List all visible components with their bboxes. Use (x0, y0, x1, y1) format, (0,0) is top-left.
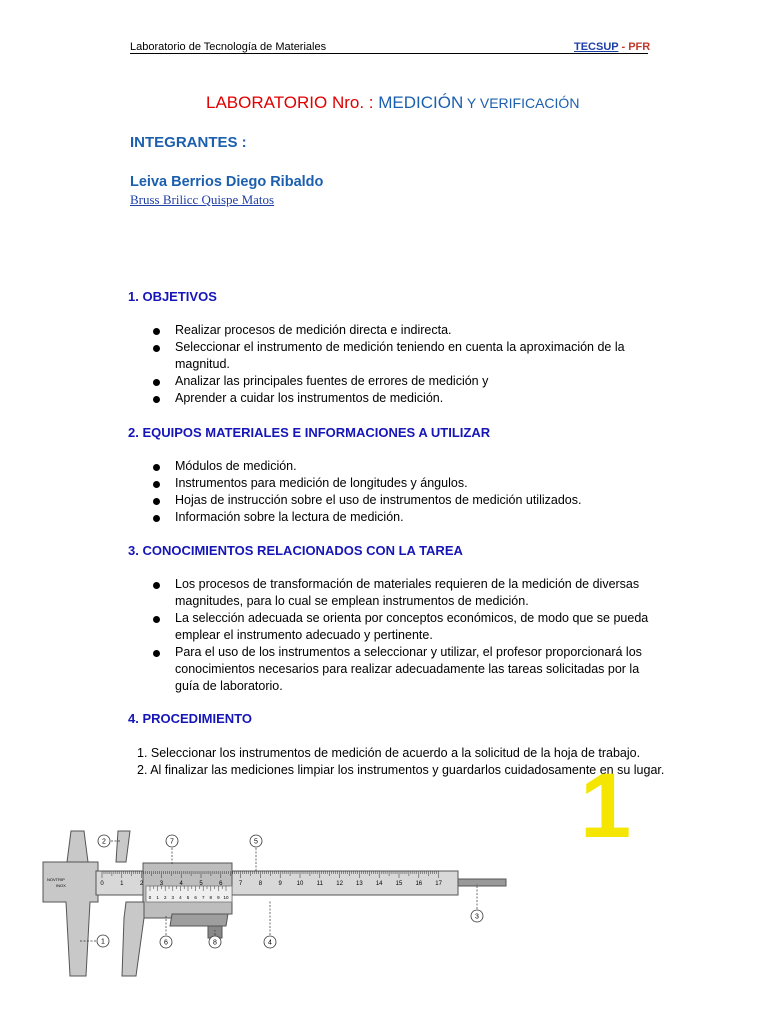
section-title-conocimientos: 3. CONOCIMIENTOS RELACIONADOS CON LA TAREA (128, 543, 463, 558)
header-brand (574, 41, 650, 53)
vernier-scale-label: 8 (209, 895, 213, 900)
equipment-list (155, 458, 655, 526)
list-item: Hojas de instrucción sobre el uso de instrumentos de medición utilizados. (155, 492, 655, 509)
page-number-large: 1 (580, 755, 632, 857)
brand-suffix: - PFR (618, 41, 651, 53)
section-title-objetivos: 1. OBJETIVOS (128, 289, 217, 304)
callout-label: 8 (213, 939, 217, 947)
vernier-scale-label: 6 (194, 895, 197, 900)
vernier-scale-label: 7 (201, 895, 205, 900)
main-scale-label: 16 (415, 881, 423, 887)
list-item: Analizar las principales fuentes de errores de medición y (155, 373, 655, 390)
header-rule (130, 53, 648, 54)
knowledge-list (155, 576, 655, 695)
main-scale-label: 6 (219, 881, 223, 887)
list-item: Los procesos de transformación de materiales requieren de la medición de diversas magnitudes, para lo cual se emplean instrumentos de medición. (155, 576, 655, 610)
brand-label: NOVTRIP (47, 877, 65, 882)
depth-rod (458, 879, 506, 886)
main-scale-label: 10 (296, 881, 304, 887)
main-scale-label: 13 (356, 881, 363, 887)
brand-link[interactable]: TECSUP (574, 41, 619, 53)
main-scale-label: 1 (120, 881, 124, 887)
section-title-equipos: 2. EQUIPOS MATERIALES E INFORMACIONES A UTILIZAR (128, 425, 491, 440)
upper-jaw-movable (116, 831, 130, 862)
vernier-scale-label: 2 (163, 895, 167, 900)
vernier-scale-label: 10 (223, 895, 229, 900)
page-title (206, 93, 579, 113)
title-part-3: Y VERIFICACIÓN (463, 95, 580, 111)
callout-label: 7 (170, 838, 174, 846)
vernier-scale-label: 5 (186, 895, 190, 900)
vernier-caliper-illustration (40, 826, 510, 986)
main-scale-label: 9 (278, 881, 282, 887)
thumb-wheel (170, 914, 228, 926)
lower-jaw-movable (122, 902, 144, 976)
procedure-step: 2. Al finalizar las mediciones limpiar los instrumentos y guardarlos cuidadosamente en su lugar. (137, 763, 665, 777)
main-scale-label: 5 (199, 881, 203, 887)
member-name-2[interactable]: Bruss Brilicc Quispe Matos (130, 192, 275, 207)
main-scale-label: 14 (375, 881, 383, 887)
upper-jaw-fixed (67, 831, 88, 862)
header-left-text: Laboratorio de Tecnología de Materiales (130, 41, 327, 53)
procedure-step: 1. Seleccionar los instrumentos de medición de acuerdo a la solicitud de la hoja de trabajo. (137, 746, 641, 760)
callout-label: 2 (102, 838, 106, 846)
main-scale-label: 2 (139, 881, 144, 887)
main-scale-label: 17 (435, 881, 442, 887)
brand-sub-label: INOX (56, 883, 66, 888)
vernier-scale-label: 9 (217, 895, 220, 900)
vernier-scale-label: 3 (171, 895, 175, 900)
main-scale-label: 11 (316, 881, 323, 887)
main-scale-label: 8 (258, 881, 263, 887)
list-item: Para el uso de los instrumentos a seleccionar y utilizar, el profesor proporcionará los conocimientos necesarios para realizar adecuadamente las tareas solicitadas por la guía de laboratorio. (155, 644, 655, 695)
section-title-procedimiento: 4. PROCEDIMIENTO (128, 711, 253, 726)
vernier-scale-label: 1 (156, 895, 159, 900)
list-item: Seleccionar el instrumento de medición teniendo en cuenta la aproximación de la magnitud. (155, 339, 655, 373)
member-name-1: Leiva Berrios Diego Ribaldo (130, 174, 324, 190)
main-scale-label: 15 (395, 881, 403, 887)
list-item: Realizar procesos de medición directa e indirecta. (155, 322, 655, 339)
main-scale-label: 4 (179, 881, 183, 887)
title-part-2: MEDICIÓN (378, 93, 464, 112)
callout-label: 4 (268, 939, 272, 947)
main-scale-label: 7 (238, 881, 243, 887)
list-item: Módulos de medición. (155, 458, 655, 475)
list-item: Información sobre la lectura de medición. (155, 509, 655, 526)
main-scale-label: 12 (336, 881, 343, 887)
objectives-list (155, 322, 655, 407)
list-item: Instrumentos para medición de longitudes y ángulos. (155, 475, 655, 492)
main-scale-label: 3 (159, 881, 164, 887)
callout-label: 1 (101, 938, 105, 946)
callout-label: 6 (164, 939, 168, 947)
callout-label: 3 (475, 913, 479, 921)
callout-label: 5 (254, 838, 258, 846)
vernier-scale-label: 0 (148, 895, 152, 900)
vernier-scale-label: 4 (179, 895, 182, 900)
members-label: INTEGRANTES : (130, 134, 247, 151)
title-part-1: LABORATORIO Nro. : (206, 93, 379, 112)
list-item: La selección adecuada se orienta por conceptos económicos, de modo que se pueda emplear el instrumento adecuado y pertinente. (155, 610, 655, 644)
list-item: Aprender a cuidar los instrumentos de medición. (155, 390, 655, 407)
main-scale-label: 0 (100, 881, 104, 887)
